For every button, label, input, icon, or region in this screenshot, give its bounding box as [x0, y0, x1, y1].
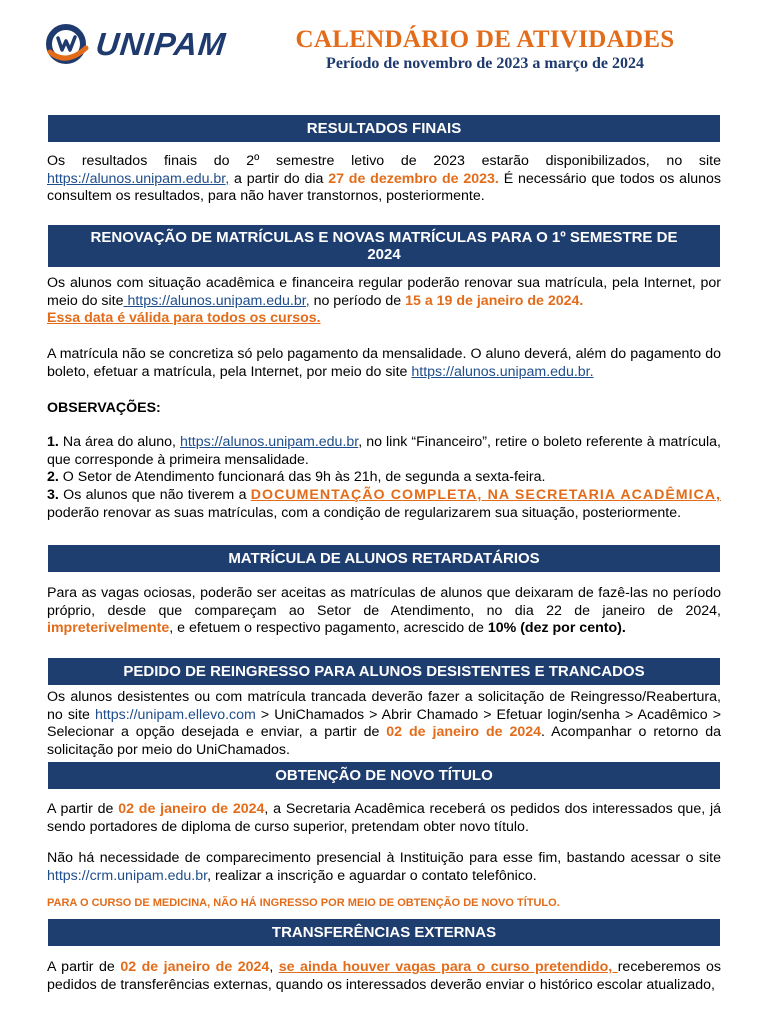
vagas-highlight: se ainda houver vagas para o curso pretendido, — [278, 959, 618, 975]
observacao-3 — [47, 487, 721, 522]
text: Os alunos desistentes ou com matrícula trancada deverão fazer a solicitação de Reingresso/Reabertura, no site — [47, 689, 721, 723]
novo-titulo-paragraph-2 — [47, 850, 721, 885]
text: A partir de — [47, 801, 119, 817]
text: Os alunos que não tiverem a — [58, 487, 251, 503]
text: , a Secretaria Acadêmica receberá os pedidos dos interessados que, já sendo portadores de diploma de curso superior, pretendam obter novo título. — [47, 801, 721, 835]
text: A matrícula não se concretiza só pelo pagamento da mensalidade. O aluno deverá, além do pagamento do boleto, efetuar a matrícula, pela Internet, por meio do site — [47, 346, 721, 380]
text: , realizar a inscrição e aguardar o contato telefônico. — [207, 867, 537, 884]
alunos-link[interactable]: https://alunos.unipam.edu.br, — [123, 292, 310, 309]
retardatarios-paragraph — [47, 585, 721, 638]
text: receberemos os pedidos de transferências externas, quando os interessados deverão enviar o histórico escolar atualizado, — [47, 959, 721, 993]
text: , no link “Financeiro”, retire o boleto referente à matrícula, que corresponde à primeira mensalidade. — [47, 434, 721, 468]
text: . Acompanhar o retorno da solicitação por meio do UniChamados. — [47, 724, 722, 758]
text: A partir de — [47, 959, 121, 975]
documentation-highlight: DOCUMENTAÇÃO COMPLETA, NA SECRETARIA ACADÊMICA, — [250, 487, 721, 503]
medicina-note: PARA O CURSO DE MEDICINA, NÃO HÁ INGRESSO POR MEIO DE OBTENÇÃO DE NOVO TÍTULO. — [47, 897, 560, 909]
section-heading-transferencias: TRANSFERÊNCIAS EXTERNAS — [48, 919, 720, 946]
date-highlight: 15 a 19 de janeiro de 2024. — [405, 292, 584, 309]
matricula-paragraph — [47, 346, 721, 381]
text: no período de — [309, 292, 406, 309]
date-highlight: 02 de janeiro de 2024 — [118, 801, 265, 817]
section-heading-retardatarios: MATRÍCULA DE ALUNOS RETARDATÁRIOS — [48, 545, 720, 572]
text: Na área do aluno, — [58, 434, 180, 450]
date-note: Essa data é válida para todos os cursos. — [47, 310, 321, 326]
page-title: CALENDÁRIO DE ATIVIDADES — [295, 26, 675, 53]
list-number: 1. — [47, 434, 59, 450]
section-heading-resultados: RESULTADOS FINAIS — [48, 115, 720, 142]
text: Não há necessidade de comparecimento presencial à Instituição para esse fim, bastando acessar o site — [47, 850, 721, 866]
section-heading-reingresso: PEDIDO DE REINGRESSO PARA ALUNOS DESISTENTES E TRANCADOS — [48, 658, 720, 685]
list-number: 3. — [47, 487, 59, 503]
text: , e efetuem o respectivo pagamento, acrescido de — [169, 620, 488, 636]
observacao-2 — [47, 469, 721, 487]
date-highlight: 27 de dezembro de 2023. — [328, 170, 499, 187]
reingresso-paragraph — [47, 689, 721, 759]
text: O Setor de Atendimento funcionará das 9h às 21h, de segunda a sexta-feira. — [58, 469, 546, 485]
logo-text: UNIPAM — [94, 25, 228, 62]
unipam-logo — [46, 24, 226, 64]
transferencias-paragraph — [47, 959, 721, 994]
ellevo-link[interactable]: https://unipam.ellevo.com — [94, 706, 256, 723]
percent-bold: 10% (dez por cento). — [487, 620, 626, 636]
date-highlight: 02 de janeiro de 2024 — [120, 959, 270, 975]
text: É necessário que todos os alunos consultem os resultados, para não haver transtornos, posteriormente. — [47, 170, 721, 204]
text: a partir do dia — [229, 170, 329, 187]
novo-titulo-paragraph-1 — [47, 801, 721, 836]
text: Os resultados finais do 2º semestre letivo de 2023 estarão disponibilizados, no site — [47, 153, 721, 169]
alunos-link[interactable]: https://alunos.unipam.edu.br. — [411, 363, 594, 380]
section-heading-renovacao: RENOVAÇÃO DE MATRÍCULAS E NOVAS MATRÍCULAS PARA O 1º SEMESTRE DE 2024 — [48, 225, 720, 267]
alunos-link[interactable]: https://alunos.unipam.edu.br, — [47, 170, 230, 187]
text: poderão renovar as suas matrículas, com a condição de regularizarem sua situação, posteriormente. — [47, 504, 682, 521]
renovacao-paragraph — [47, 275, 721, 328]
list-number: 2. — [47, 469, 59, 485]
impreterivelmente-highlight: impreterivelmente — [47, 620, 170, 636]
resultados-paragraph — [47, 153, 721, 206]
unipam-emblem-icon — [46, 24, 90, 64]
section-heading-novo-titulo: OBTENÇÃO DE NOVO TÍTULO — [48, 762, 720, 789]
page-subtitle: Período de novembro de 2023 a março de 2024 — [326, 55, 644, 72]
crm-link[interactable]: https://crm.unipam.edu.br — [47, 867, 208, 884]
text: , — [269, 959, 279, 975]
text: Os alunos com situação acadêmica e financeira regular poderão renovar sua matrícula, pela Internet, por meio do site — [47, 275, 721, 309]
observacao-1 — [47, 434, 721, 469]
observacoes-title: OBSERVAÇÕES: — [47, 400, 161, 416]
alunos-link[interactable]: https://alunos.unipam.edu.br — [179, 434, 359, 450]
date-highlight: 02 de janeiro de 2024 — [386, 724, 542, 740]
text: > UniChamados > Abrir Chamado > Efetuar login/senha > Acadêmico > Selecionar a opção desejada e enviar, a partir de — [47, 706, 721, 740]
page-header — [0, 0, 768, 100]
text: Para as vagas ociosas, poderão ser aceitas as matrículas de alunos que deixaram de fazê-las no período próprio, desde que compareçam ao Setor de Atendimento, no dia 22 de janeiro de 2024, — [47, 585, 721, 619]
